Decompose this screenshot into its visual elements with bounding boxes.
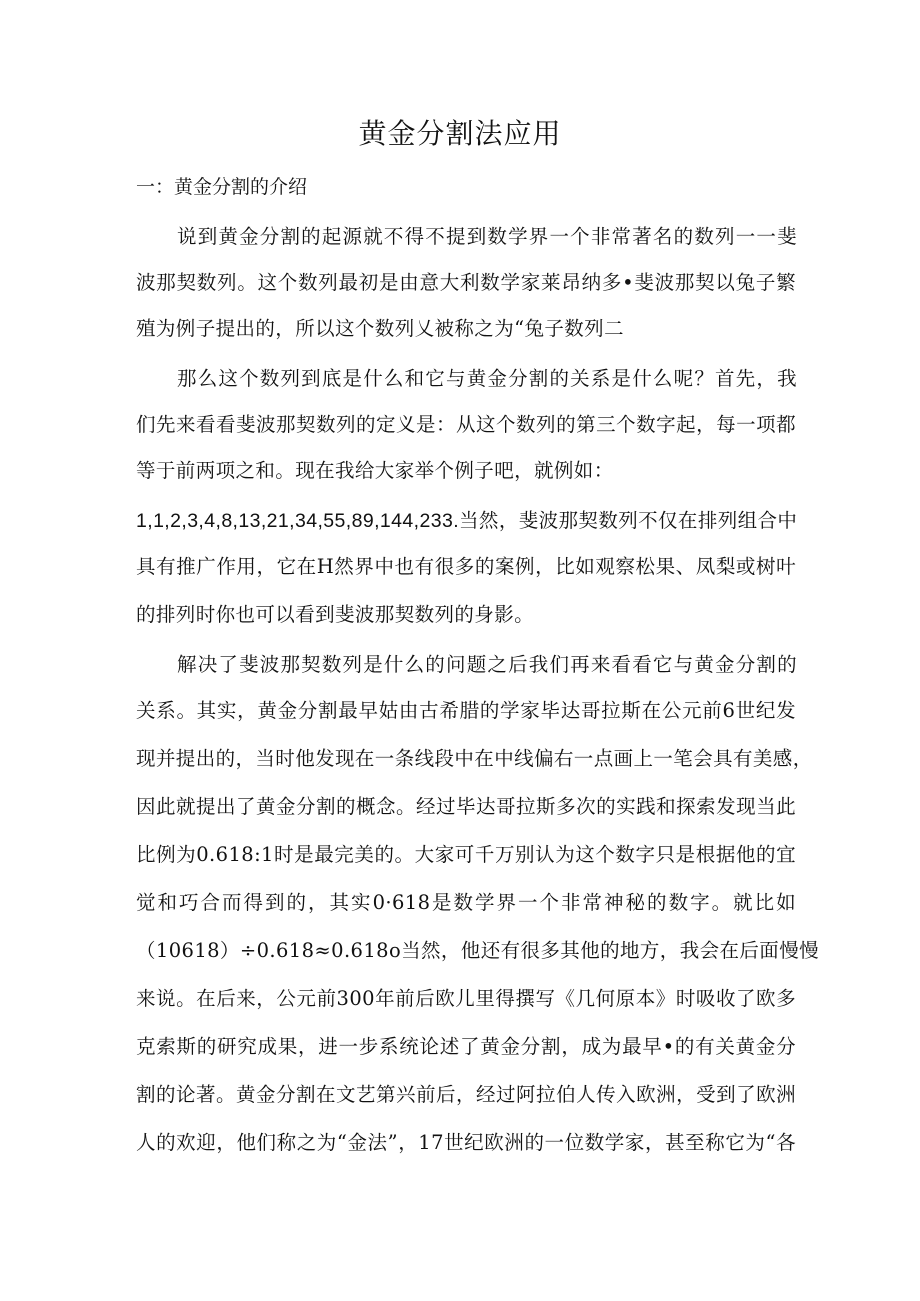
paragraph-line: 等于前两项之和。现在我给大家举个例子吧，就例如： [136, 459, 614, 482]
paragraph-line: 克索斯的研究成果，进一步系统论述了黄金分割，成为最早•的有关黄金分 [136, 1035, 796, 1058]
paragraph-line: 因此就提出了黄金分割的概念。经过毕达哥拉斯多次的实践和探索发现当此 [136, 795, 796, 818]
paragraph-line: 们先来看看斐波那契数列的定义是：从这个数列的第三个数字起，每一项都 [136, 413, 796, 436]
paragraph-line: （10618）÷0.618≈0.618o当然，他还有很多其他的地方，我会在后面慢慢 [136, 939, 819, 962]
paragraph-line: 具有推广作用，它在H然界中也有很多的案例，比如观察松果、凤梨或树叶 [136, 555, 796, 578]
paragraph-line: 1,1,2,3,4,8,13,21,34,55,89,144,233.当然，斐波那契数列不仅在排列组合中 [136, 510, 798, 532]
paragraph-line: 比例为0.618:1时是最完美的。大家可千万别认为这个数字只是根据他的宜 [136, 843, 796, 866]
paragraph-line: 人的欢迎，他们称之为“金法”，17世纪欧洲的一位数学家，甚至称它为“各 [136, 1131, 796, 1154]
paragraph-line: 割的论著。黄金分割在文艺第兴前后，经过阿拉伯人传入欧洲，受到了欧洲 [136, 1083, 796, 1106]
paragraph-line: 那么这个数列到底是什么和它与黄金分割的关系是什么呢？首先，我 [177, 367, 797, 390]
paragraph-line: 来说。在后来，公元前300年前后欧儿里得撰写《几何原本》时吸收了欧多 [136, 987, 796, 1010]
document-title: 黄金分割法应用 [358, 117, 562, 150]
paragraph-line: 关系。其实，黄金分割最早姑由古希腊的学家毕达哥拉斯在公元前6世纪发 [136, 699, 796, 722]
paragraph-line: 的排列时你也可以看到斐波那契数列的身影。 [136, 603, 535, 626]
paragraph-line: 说到黄金分割的起源就不得不提到数学界一个非常著名的数列一一斐 [177, 225, 797, 248]
paragraph-line: 波那契数列。这个数列最初是由意大利数学家莱昂纳多•斐波那契以兔子繁 [136, 271, 796, 294]
paragraph-line: 殖为例子提出的，所以这个数列乂被称之为“兔子数列二 [136, 317, 624, 340]
paragraph-line: 现并提出的，当时他发现在一条线段中在中线偏右一点画上一笔会具有美感， [136, 747, 813, 770]
paragraph-line: 解决了斐波那契数列是什么的问题之后我们再来看看它与黄金分割的 [177, 653, 797, 676]
section-heading: 一：黄金分割的介绍 [136, 176, 308, 198]
paragraph-line: 觉和巧合而得到的，其实0·618是数学界一个非常神秘的数字。就比如 [136, 891, 796, 914]
